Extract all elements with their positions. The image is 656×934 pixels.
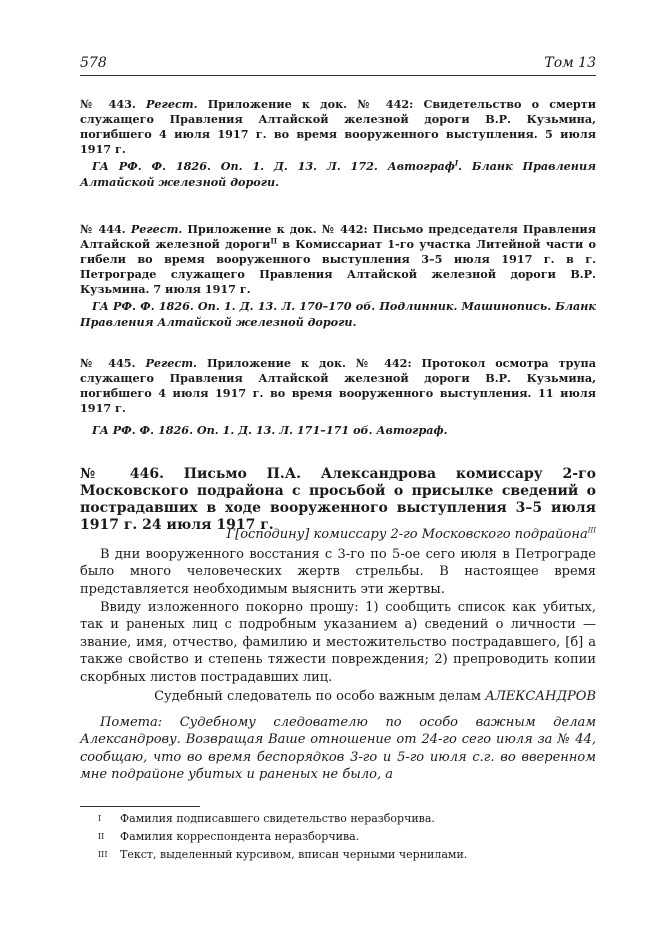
signature-name: АЛЕКСАНДРОВ — [485, 689, 596, 704]
entry-number: № 443. — [80, 97, 136, 111]
footnote-ref: II — [270, 236, 277, 246]
entry-445-source — [80, 423, 596, 439]
footnote-mark: I — [98, 814, 102, 823]
header-rule — [80, 75, 596, 76]
entry-label: Регест. — [130, 222, 183, 236]
entry-number: № 445. — [80, 356, 136, 370]
body-paragraph-2: Ввиду изложенного покорно прошу: 1) сообщить список как убитых, так и раненых лиц с подробным указанием а) сведений о личности — звание, имя, отчество, фамилию и местожительство пострадавшего, [б] а также свойство и степень тяжести повреждения; 2) препроводить копии скорбных листов пострадавших лиц. — [80, 600, 596, 685]
addressee-text: Г[осподину] комиссару 2-го Московского подрайона — [226, 527, 588, 542]
entry-444-source — [80, 299, 596, 330]
footnote-2 — [98, 830, 596, 844]
entry-number: № 444. — [80, 222, 126, 236]
source-text: ГА РФ. Ф. 1826. Оп. 1. Д. 13. Л. 172. Автограф — [92, 159, 455, 173]
signature-role: Судебный следователь по особо важным делам — [154, 689, 486, 704]
footnote-text: Фамилия подписавшего свидетельство неразборчива. — [120, 812, 435, 825]
volume-label: Том 13 — [544, 55, 596, 71]
source-tail: . Бланк Правления Алтайской железной дороги. — [80, 159, 596, 189]
footnote-mark: III — [98, 850, 108, 859]
footnote-ref: I — [454, 158, 459, 168]
entry-text: Приложение к док. № 442: Свидетельство о смерти служащего Правления Алтайской железной дороги В.Р. Кузьмина, погибшего 4 июля 1917 г. во время вооруженного выступления. 5 июля 1917 г. — [80, 97, 596, 156]
body-paragraph-1: В дни вооруженного восстания с 3-го по 5-ое сего июля в Петрограде было много человеческих жертв стрельбы. В настоящее время представляется необходимым выяснить эти жертвы. — [80, 547, 596, 597]
source-text: ГА РФ. Ф. 1826. Оп. 1. Д. 13. Л. 170–170 об. Подлинник. Машинопись. Бланк Правления Алтайской железной дороги. — [80, 299, 596, 329]
entry-443 — [80, 97, 596, 157]
footnote-mark: II — [98, 832, 105, 841]
footnote-1 — [98, 812, 596, 826]
entry-445 — [80, 356, 596, 416]
footnote-ref: III — [587, 526, 596, 535]
footnote-text: Текст, выделенный курсивом, вписан черными чернилами. — [120, 848, 468, 861]
entry-444 — [80, 222, 596, 297]
page-number: 578 — [80, 55, 107, 71]
addressee — [80, 527, 596, 543]
entry-label: Регест. — [145, 356, 197, 370]
footnote-3 — [98, 848, 596, 862]
annotation-note: Пометa: Судебному следователю по особо важным делам Александрову. Возвращая Ваше отношение от 24-го сего июля за № 44, сообщаю, что во время беспорядков 3-го и 5-го июля с.г. во вверенном мне подрайоне убитых и раненых не было, а — [80, 715, 596, 783]
entry-text: Приложение к док. № 442: Протокол осмотра трупа служащего Правления Алтайской железной дороги В.Р. Кузьмина, погибшего 4 июля 1917 г. во время вооруженного выступления. 11 июля 1917 г. — [80, 356, 596, 415]
document-title: № 446. Письмо П.А. Александрова комиссару 2-го Московского подрайона с просьбой о присылке сведений о пострадавших в ходе вооруженного выступления 3–5 июля 1917 г. 24 июля 1917 г. — [80, 466, 596, 533]
entry-label: Регест. — [146, 97, 198, 111]
source-text: ГА РФ. Ф. 1826. Оп. 1. Д. 13. Л. 171–171 об. Автограф. — [92, 423, 448, 437]
entry-text: Приложение к док. № 442: Письмо председателя Правления Алтайской железной дороги — [80, 222, 596, 251]
footnote-text: Фамилия корреспондента неразборчива. — [120, 830, 360, 843]
entry-443-source — [80, 159, 596, 190]
entry-text-cont: в Комиссариат 1-го участка Литейной части о гибели во время вооруженного выступления 3–5 июля 1917 г. в г. Петрограде служащего Правления Алтайской железной дороги В.Р. Кузьмина. 7 июля 1917 г. — [80, 237, 596, 296]
footnote-rule — [80, 806, 200, 807]
signature — [80, 688, 596, 705]
